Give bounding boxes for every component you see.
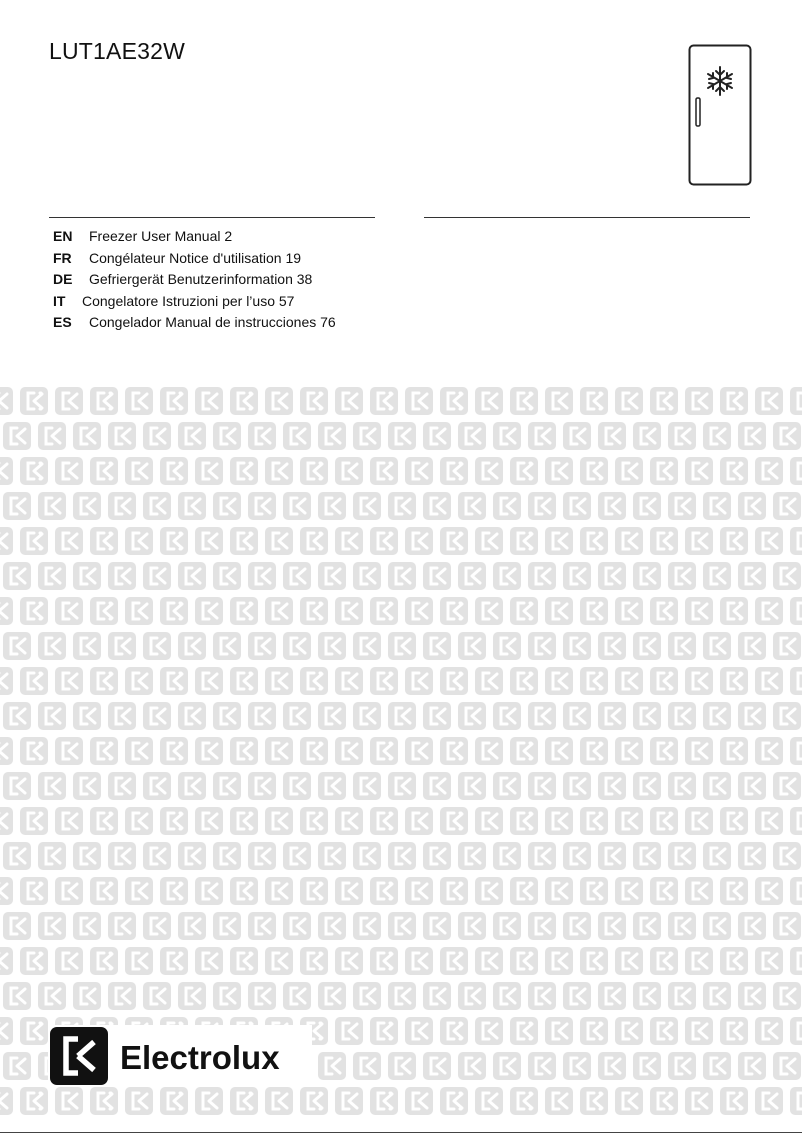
language-title: Congelador Manual de instrucciones 76 <box>89 314 336 330</box>
language-code: IT <box>53 292 66 309</box>
divider-left <box>49 217 375 218</box>
language-title: Freezer User Manual 2 <box>89 228 233 244</box>
language-item <box>53 226 336 248</box>
brand-name: Electrolux <box>120 1039 280 1076</box>
brand-logo <box>48 1025 312 1087</box>
language-title: Gefriergerät Benutzerinformation 38 <box>89 271 313 287</box>
language-code: FR <box>53 249 72 266</box>
language-code: ES <box>53 314 72 330</box>
language-code: DE <box>53 271 73 287</box>
language-title: Congélateur Notice d'utilisation 19 <box>89 249 302 266</box>
language-item <box>53 291 336 313</box>
electrolux-logo-icon <box>50 1027 108 1085</box>
brand-pattern <box>0 383 802 1119</box>
freezer-icon <box>688 44 752 186</box>
language-item <box>53 312 336 334</box>
model-number: LUT1AE32W <box>49 38 186 64</box>
language-code: EN <box>53 228 73 244</box>
language-item <box>53 248 336 270</box>
language-index <box>53 226 336 334</box>
language-item <box>53 269 336 291</box>
divider-right <box>424 217 750 218</box>
language-title: Congelatore Istruzioni per l’uso 57 <box>82 292 295 309</box>
bottom-border <box>0 1132 802 1133</box>
